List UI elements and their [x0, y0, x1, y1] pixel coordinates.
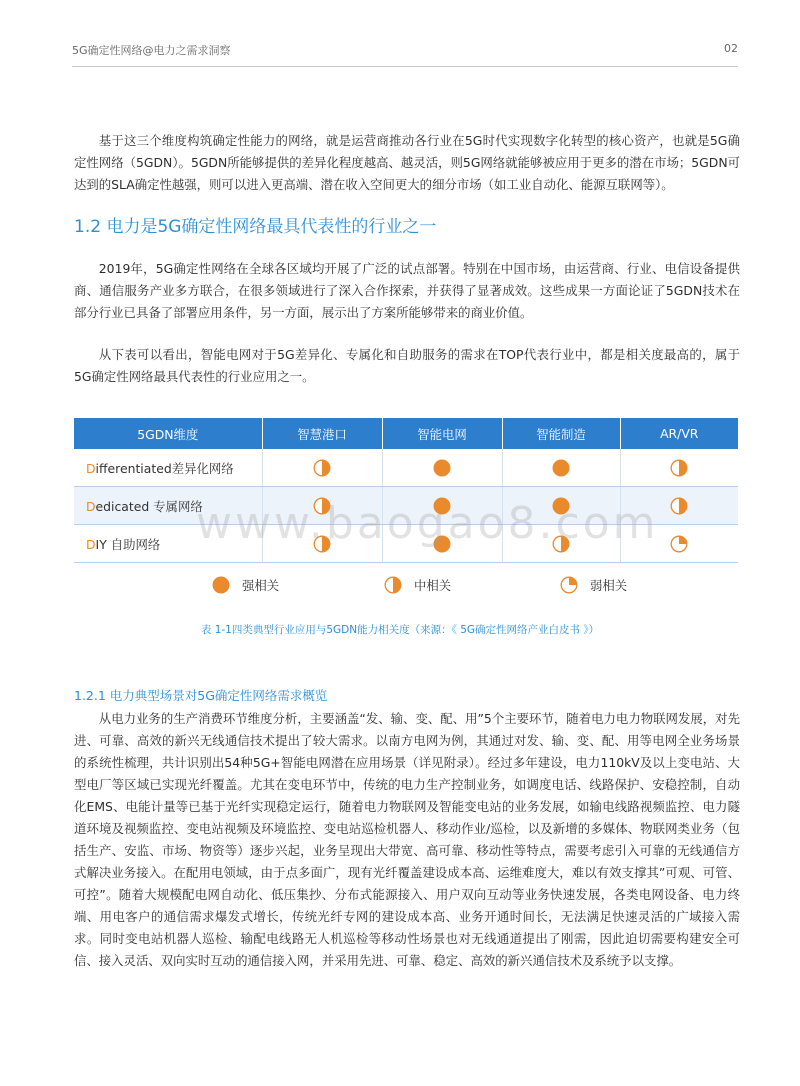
subsection-title: 1.2.1 电力典型场景对5G确定性网络需求概览 [74, 688, 328, 703]
half-circle-icon [384, 576, 402, 594]
subsection-paragraph: 从电力业务的生产消费环节维度分析，主要涵盖“发、输、变、配、用”5个主要环节，随着电力电力物联网发展，对先进、可靠、高效的新兴无线通信技术提出了较大需求。以南方电网为例，其通过对发、输、变、配、用等电网全业务场景的系统性梳理，共计识别出54种5G+智能电网潜在应用场景（详见附录）。经过多年建设，电力110kV及以上变电站、大型电厂等区域已实现光纤覆盖。尤其在变电环节中，传统的电力生产控制业务，如调度电话、线路保护、安稳控制，自动化EMS、电能计量等已基于光纤实现稳定运行，随着电力物联网及智能变电站的业务发展，如输电线路视频监控、电力隧道环境及视频监控、变电站视频及环境监控、变电站巡检机器人、移动作业/巡检，以及新增的多媒体、物联网类业务（包括生产、安监、市场、物资等）逐步兴起，业务呈现出大带宽、高可靠、移动性等特点，需要考虑引入可靠的无线通信方式解决业务接入。在配用电领域，由于点多面广，现有光纤覆盖建设成本高、运维难度大，难以有效支撑其”可观、可管、可控”。随着大规模配电网自动化、低压集抄、分布式能源接入、用户双向互动等业务快速发展，各类电网设备、电力终端、用电客户的通信需求爆发式增长，传统光纤专网的建设成本高、业务开通时间长，无法满足快速灵活的广域接入需求。同时变电站机器人巡检、输配电线路无人机巡检等移动性场景也对无线通道提出了刚需，因此迫切需要构建安全可信、接入灵活、双向实时互动的通信接入网，并采用先进、可靠、稳定、高效的新兴通信技术及系统予以支撑。 [74, 711, 740, 968]
relevance-icon [552, 535, 570, 553]
relevance-cell [620, 525, 738, 563]
relevance-cell [382, 525, 502, 563]
relevance-icon [433, 535, 451, 553]
relevance-icon [313, 497, 331, 515]
row-label [74, 449, 262, 487]
relevance-icon [552, 497, 570, 515]
legend-item-weak [560, 576, 627, 594]
table-row [74, 449, 738, 487]
relevance-icon [433, 459, 451, 477]
row-label-initial: D [86, 460, 96, 476]
row-label [74, 525, 262, 563]
legend-label: 强相关 [242, 578, 280, 593]
table-header: 智慧港口 [262, 418, 382, 449]
quarter-circle-icon [560, 576, 578, 594]
section-title: 1.2 电力是5G确定性网络最具代表性的行业之一 [74, 217, 437, 237]
relevance-cell [502, 487, 620, 525]
table-header-row [74, 418, 738, 449]
table-header: 5GDN维度 [74, 418, 262, 449]
relevance-cell [382, 449, 502, 487]
relevance-cell [620, 449, 738, 487]
relevance-table [74, 418, 738, 563]
section-paragraph-1: 2019年，5G确定性网络在全球各区域均开展了广泛的试点部署。特别在中国市场，由运营商、行业、电信设备提供商、通信服务产业多方联合，在很多领域进行了深入合作探索，并获得了显著成效。这些成果一方面论证了5GDN技术在部分行业已具备了部署应用条件，另一方面，展示出了方案所能够带来的商业价值。 [74, 261, 740, 320]
row-label-initial: D [86, 536, 96, 552]
row-label-text: edicated 专属网络 [95, 498, 203, 514]
full-circle-icon [212, 576, 230, 594]
section-paragraph-2: 从下表可以看出，智能电网对于5G差异化、专属化和自助服务的需求在TOP代表行业中，都是相关度最高的，属于5G确定性网络最具代表性的行业应用之一。 [74, 347, 740, 384]
relevance-cell [502, 449, 620, 487]
relevance-cell [262, 525, 382, 563]
row-label [74, 487, 262, 525]
intro-paragraph: 基于这三个维度构筑确定性能力的网络，就是运营商推动各行业在5G时代实现数字化转型的核心资产，也就是5G确定性网络（5GDN）。5GDN所能够提供的差异化程度越高、越灵活，则5G网络就能够被应用于更多的潜在市场；5GDN可达到的SLA确定性越强，则可以进入更高端、潜在收入空间更大的细分市场（如工业自动化、能源互联网等）。 [74, 133, 740, 192]
row-label-text: ifferentiated差异化网络 [95, 460, 234, 476]
table-caption: 表 1-1四类典型行业应用与5GDN能力相关度（来源：《 5G确定性网络产业白皮书 》） [200, 624, 600, 636]
page-header [72, 36, 738, 67]
relevance-icon [313, 535, 331, 553]
table-header: AR/VR [620, 418, 738, 449]
row-label-initial: D [86, 498, 96, 514]
relevance-cell [382, 487, 502, 525]
relevance-cell [620, 487, 738, 525]
relevance-icon [552, 459, 570, 477]
relevance-legend [74, 576, 738, 598]
relevance-cell [262, 487, 382, 525]
relevance-icon [670, 459, 688, 477]
legend-label: 中相关 [414, 578, 452, 593]
legend-item-medium [384, 576, 451, 594]
watermark: www.baogao8.com [196, 498, 659, 549]
relevance-icon [433, 497, 451, 515]
legend-label: 弱相关 [590, 578, 628, 593]
relevance-icon [670, 497, 688, 515]
table-header: 智能电网 [382, 418, 502, 449]
relevance-icon [313, 459, 331, 477]
relevance-cell [262, 449, 382, 487]
relevance-cell [502, 525, 620, 563]
table-row [74, 525, 738, 563]
page-number: 02 [724, 42, 738, 55]
table-header: 智能制造 [502, 418, 620, 449]
table-row [74, 487, 738, 525]
row-label-text: IY 自助网络 [95, 536, 161, 552]
relevance-icon [670, 535, 688, 553]
legend-item-strong [212, 576, 279, 594]
document-title: 5G确定性网络@电力之需求洞察 [72, 44, 231, 57]
